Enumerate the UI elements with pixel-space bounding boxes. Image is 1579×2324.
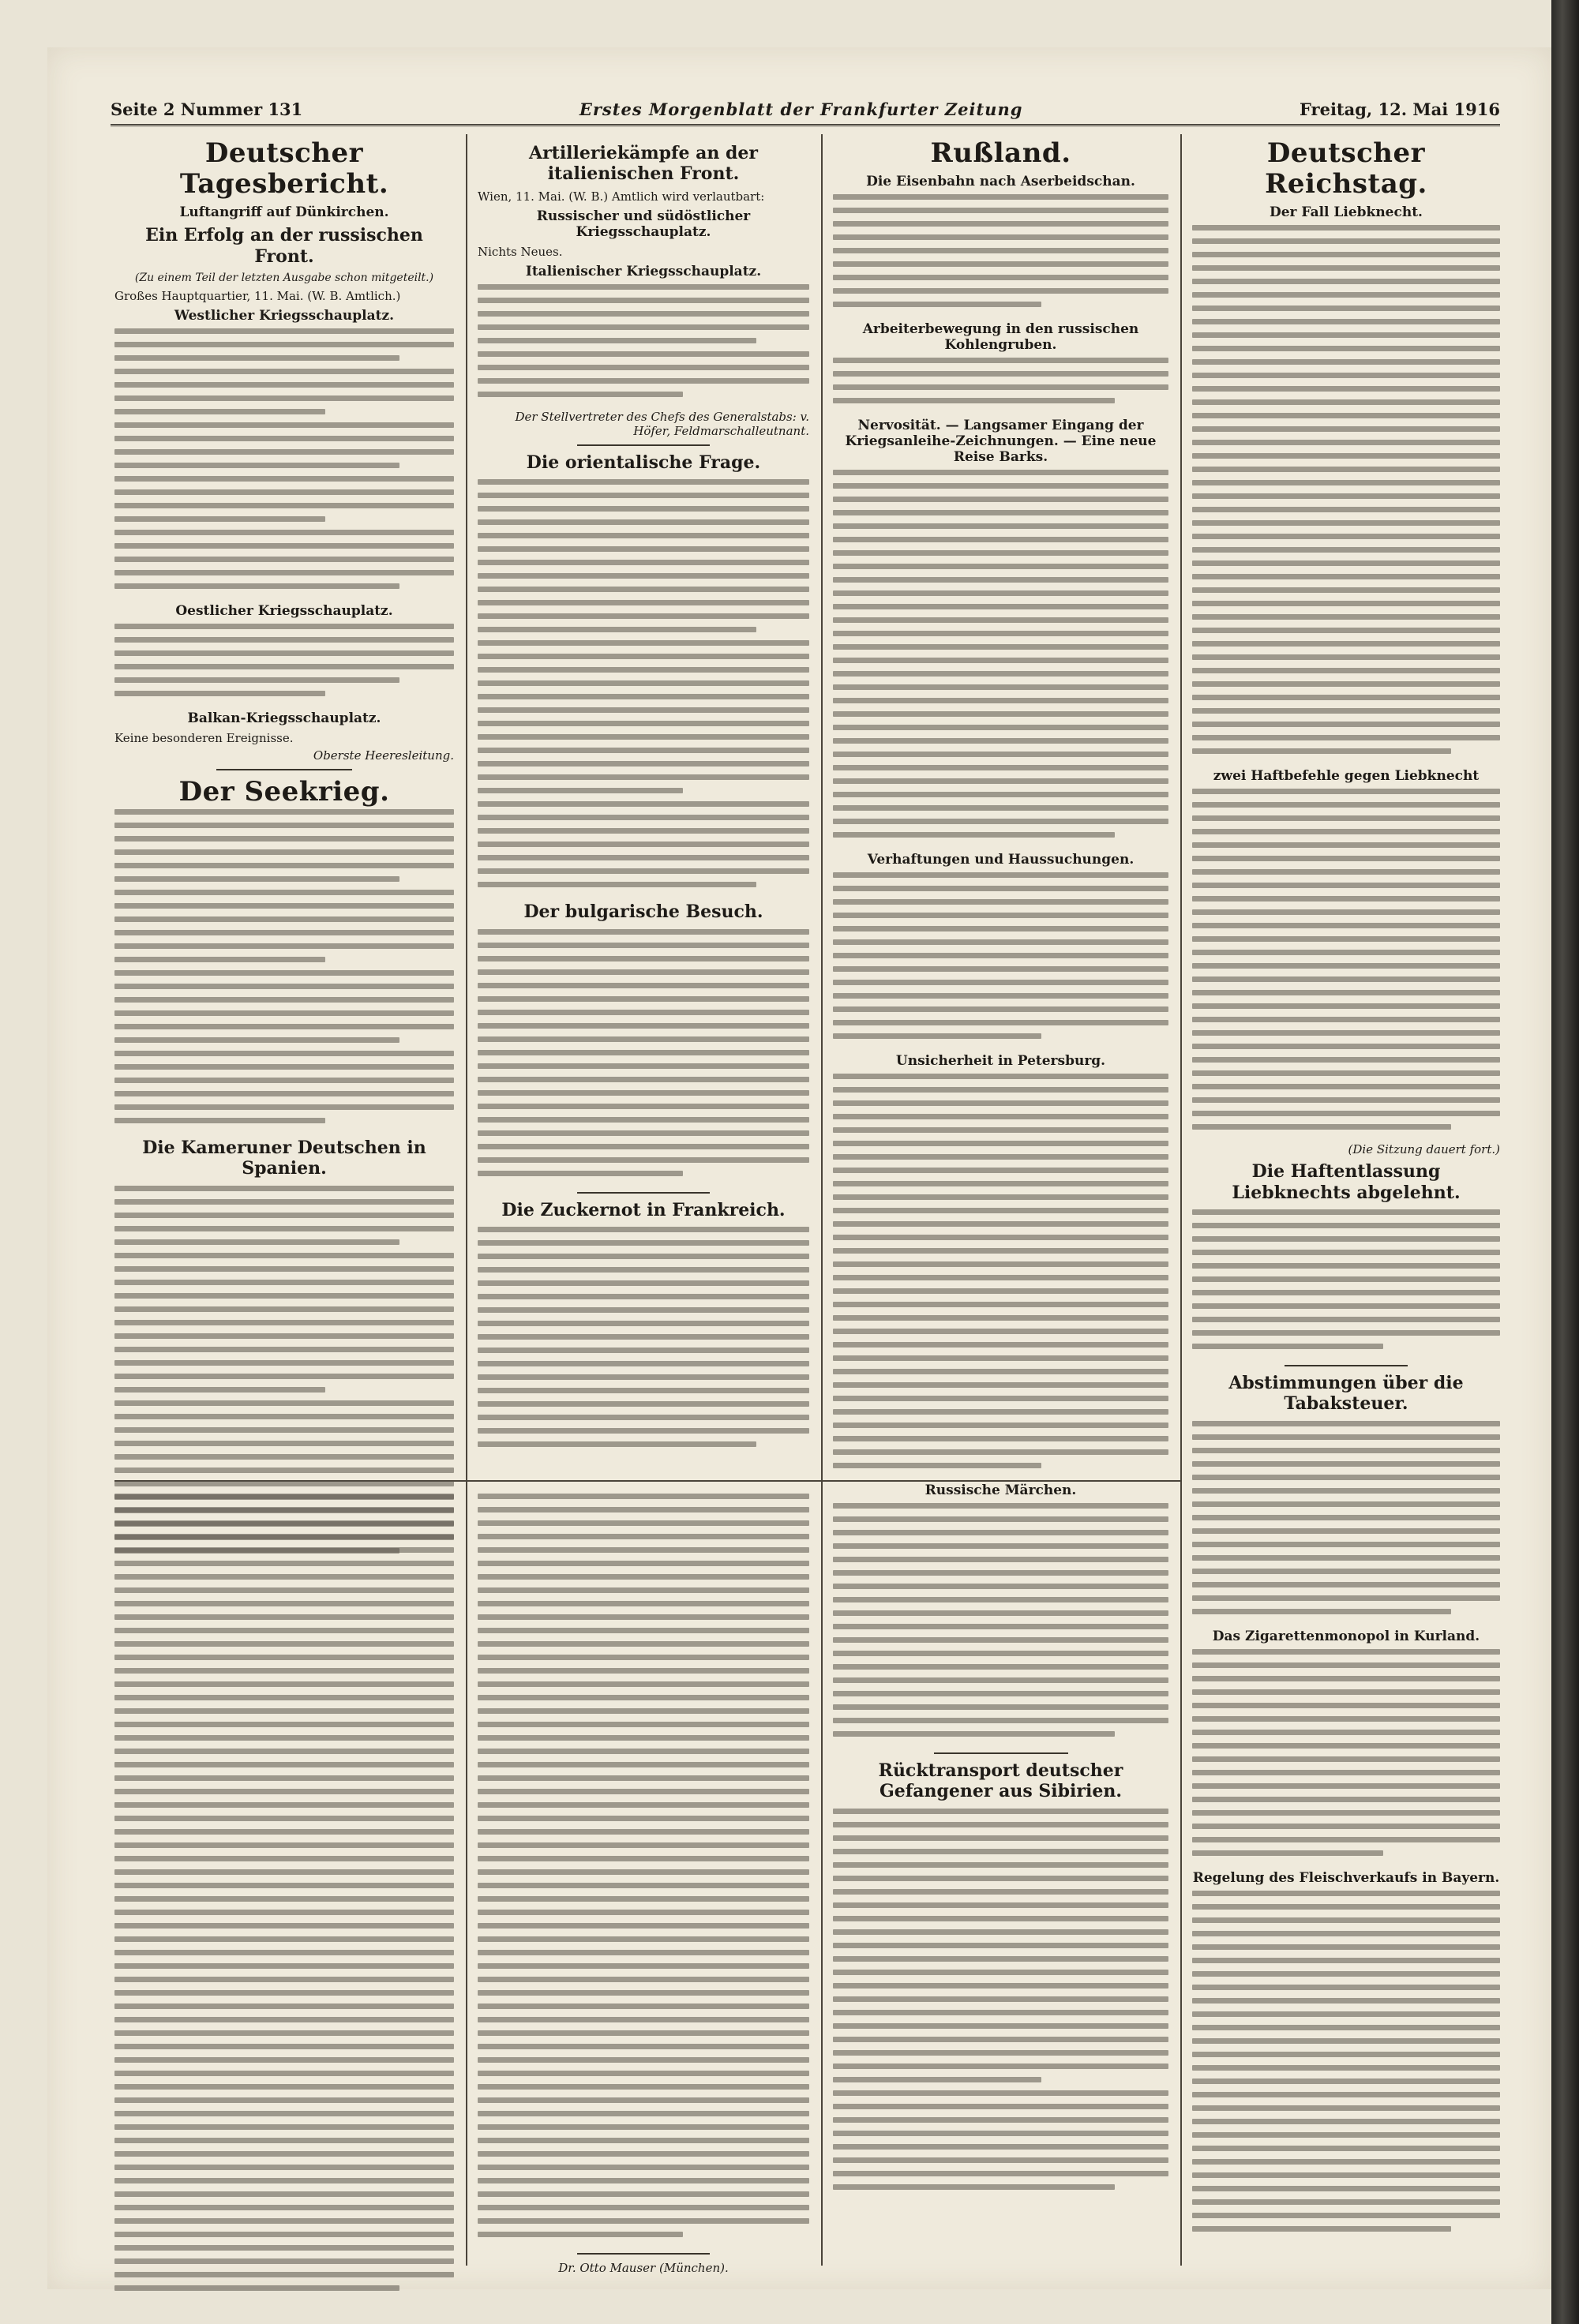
sub-luftangriff: Luftangriff auf Dünkirchen. xyxy=(179,204,389,221)
headline-reichstag: Deutscher Reichstag. xyxy=(1265,137,1427,201)
nichts-neues: Nichts Neues. xyxy=(478,244,563,259)
column-rule-3 xyxy=(1180,134,1182,2266)
dateline-wien: Wien, 11. Mai. (W. B.) Amtlich wird verlautbart: xyxy=(478,189,765,204)
headline-kameruner: Die Kameruner Deutschen in Spanien. xyxy=(142,1138,426,1179)
sub-verhaftungen: Verhaftungen und Haussuchungen. xyxy=(867,852,1135,868)
text-block-tabaksteuer xyxy=(1192,1419,1500,1624)
editor-note: (Zu einem Teil der letzten Ausgabe schon mitgeteilt.) xyxy=(134,271,434,284)
sub-arbeiterbewegung: Arbeiterbewegung in den russischen Kohlengruben. xyxy=(862,321,1139,354)
text-block-haftentlassung xyxy=(1192,1208,1500,1359)
column-1 xyxy=(114,138,454,1472)
text-block-kriegsanleihe xyxy=(833,468,1168,847)
sub-haftbefehle: zwei Haftbefehle gegen Liebknecht xyxy=(1213,768,1480,785)
headline-zuckernot: Die Zuckernot in Frankreich. xyxy=(501,1199,786,1220)
text-block-seekrieg xyxy=(114,808,454,1133)
divider xyxy=(216,769,352,770)
balkan-report: Keine besonderen Ereignisse. xyxy=(114,730,294,745)
headline-bulgarischer-besuch: Der bulgarische Besuch. xyxy=(523,901,763,923)
issue-date: Freitag, 12. Mai 1916 xyxy=(1299,99,1500,119)
text-block-liebknecht xyxy=(1192,223,1500,763)
column-2 xyxy=(478,138,809,1472)
feuilleton-left xyxy=(114,1492,454,2250)
text-block-bulgarien xyxy=(478,928,809,1186)
text-block-kohlengruben xyxy=(833,356,1168,413)
sub-zigarettenmonopol: Das Zigarettenmonopol in Kurland. xyxy=(1212,1628,1480,1644)
headline-artilleriekaempfe: Artilleriekämpfe an der italienischen Front. xyxy=(529,143,758,185)
text-block-verhaftungen xyxy=(833,871,1168,1048)
headline-ruecktransport: Rücktransport deutscher Gefangener aus Sibirien. xyxy=(878,1760,1123,1802)
text-block-orient xyxy=(478,478,809,897)
sitting-continues: (Die Sitzung dauert fort.) xyxy=(1348,1142,1500,1157)
column-3 xyxy=(833,138,1168,2262)
heading-west: Westlicher Kriegsschauplatz. xyxy=(174,307,395,324)
text-block-eisenbahn xyxy=(833,193,1168,317)
divider xyxy=(1285,1365,1408,1366)
text-block-east xyxy=(114,622,454,706)
headline-tabaksteuer: Abstimmungen über die Tabaksteuer. xyxy=(1228,1372,1464,1415)
column-4 xyxy=(1192,138,1500,2262)
headline-seekrieg: Der Seekrieg. xyxy=(178,775,390,808)
sub-russische-front: Ein Erfolg an der russischen Front. xyxy=(145,225,423,267)
headline-russland: Rußland. xyxy=(930,137,1071,169)
sub-eisenbahn: Die Eisenbahn nach Aserbeidschan. xyxy=(866,174,1135,190)
signoff-heeresleitung: Oberste Heeresleitung. xyxy=(313,748,454,763)
divider xyxy=(934,1752,1068,1754)
column-rule-2 xyxy=(821,134,823,2266)
divider xyxy=(577,444,710,446)
sub-russischer-kriegsschauplatz: Russischer und südöstlicher Kriegsschauplatz. xyxy=(536,208,751,240)
page-number: Seite 2 Nummer 131 xyxy=(111,99,303,119)
text-block-ruecktransport xyxy=(833,1807,1168,2199)
newspaper-title: Erstes Morgenblatt der Frankfurter Zeitung xyxy=(579,99,1023,119)
dateline-hauptquartier: Großes Hauptquartier, 11. Mai. (W. B. Amtlich.) xyxy=(114,288,401,303)
heading-east: Oestlicher Kriegsschauplatz. xyxy=(175,602,393,619)
heading-balkan: Balkan-Kriegsschauplatz. xyxy=(187,710,381,726)
text-block-zigarettenmonopol xyxy=(1192,1647,1500,1865)
book-binding xyxy=(1551,0,1579,2324)
masthead xyxy=(111,87,1500,126)
sub-unsicherheit: Unsicherheit in Petersburg. xyxy=(895,1053,1106,1070)
divider xyxy=(577,2253,710,2255)
sub-fall-liebknecht: Der Fall Liebknecht. xyxy=(1270,204,1423,221)
sub-nervositaet: Nervosität. — Langsamer Eingang der Kriegsanleihe-Zeichnungen. — Eine neue Reise Barks. xyxy=(845,418,1157,466)
headline-haftentlassung: Die Haftentlassung Liebknechts abgelehnt. xyxy=(1232,1161,1461,1203)
feuilleton-right xyxy=(478,1492,809,2275)
divider xyxy=(577,1192,710,1194)
text-block-zuckernot xyxy=(478,1225,809,1456)
text-block-west xyxy=(114,327,454,598)
sub-fleischverkauf: Regelung des Fleischverkaufs in Bayern. xyxy=(1192,1869,1500,1886)
text-block-feuilleton-1 xyxy=(114,1492,454,2300)
signoff-hoefer: Der Stellvertreter des Chefs des Generalstabs: v. Höfer, Feldmarschalleutnant. xyxy=(515,409,809,438)
headline-orientalische-frage: Die orientalische Frage. xyxy=(526,452,761,473)
text-block-petersburg xyxy=(833,1072,1168,1478)
feuilleton-byline: Dr. Otto Mauser (München). xyxy=(558,2261,729,2275)
column-rule-1 xyxy=(466,134,467,2266)
sub-italienischer-kriegsschauplatz: Italienischer Kriegsschauplatz. xyxy=(525,263,762,279)
text-block-italien xyxy=(478,283,809,407)
headline-tagesbericht: Deutscher Tagesbericht. xyxy=(179,137,389,201)
sub-maerchen: Russische Märchen. xyxy=(925,1482,1077,1499)
text-block-feuilleton-2 xyxy=(478,1492,809,2247)
text-block-fleischverkauf xyxy=(1192,1889,1500,2241)
text-block-maerchen xyxy=(833,1501,1168,1746)
text-block-haftbefehle xyxy=(1192,787,1500,1139)
